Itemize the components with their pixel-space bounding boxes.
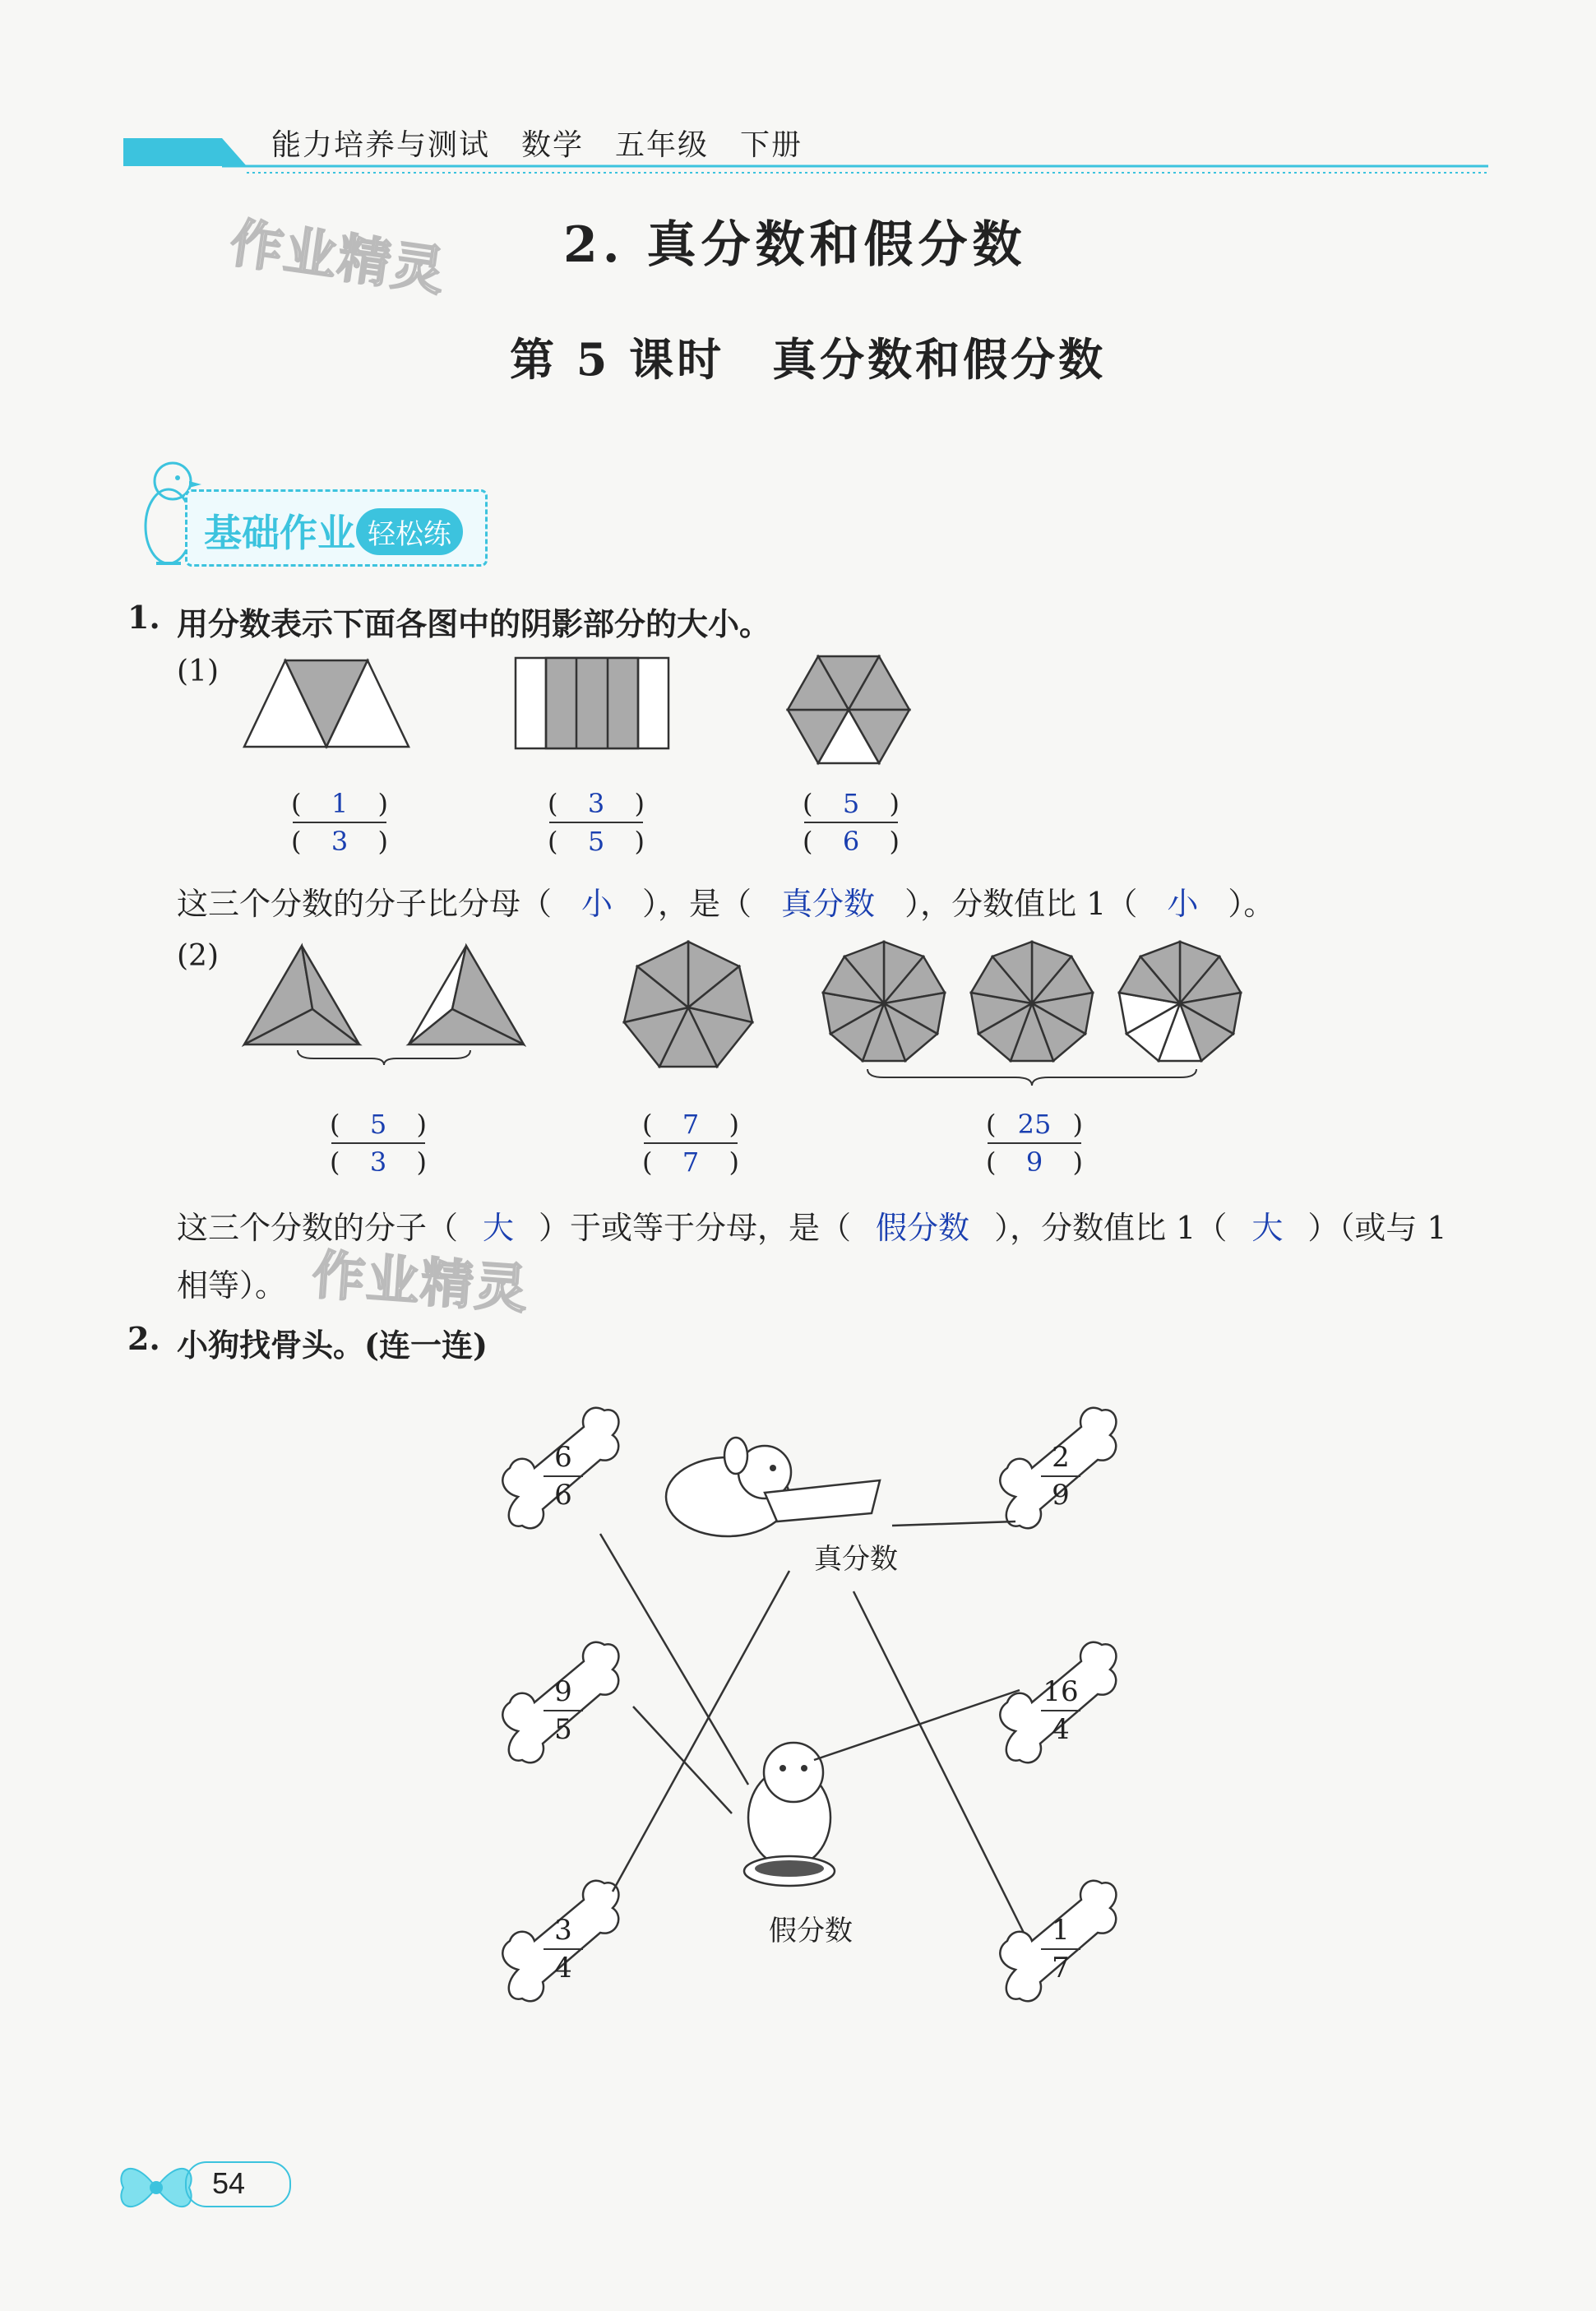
answer-fraction-1-1: ( 1 ) ( 3 ) (291, 788, 388, 857)
bone-label-1[interactable] (539, 1441, 588, 1512)
watermark-top: 作业精灵 (226, 211, 451, 303)
sentence-text: ）于或等于分母，是（ (539, 1210, 852, 1246)
bone-label-5[interactable] (539, 1914, 588, 1984)
bone-denominator: 6 (554, 1479, 572, 1512)
answer-fill: 小 (581, 886, 613, 922)
heptagon-figure (618, 938, 758, 1077)
bone-label-3[interactable] (539, 1675, 588, 1746)
sentence-text: ）。 (1228, 886, 1275, 922)
lesson-title: 第 5 课时 真分数和假分数 (510, 333, 1107, 386)
answer-fraction-1-3: ( 5 ) ( 6 ) (803, 788, 900, 857)
triangles-figure (240, 942, 528, 1065)
bone-label-6[interactable] (1036, 1914, 1085, 1984)
q1-part1-sentence (177, 878, 1274, 924)
answer-fill: 假分数 (876, 1210, 970, 1246)
answer-fraction-2-2: ( 7 ) ( 7 ) (642, 1109, 739, 1178)
q2-prompt: 小狗找骨头。(连一连) (177, 1327, 488, 1364)
frac-numerator: 5 (369, 1109, 387, 1140)
q1-number: 1. (127, 599, 160, 636)
bone-denominator: 4 (554, 1952, 572, 1984)
q2-number: 2. (127, 1320, 160, 1357)
hexagon-figure (785, 654, 913, 769)
answer-fill: 真分数 (781, 886, 876, 922)
sentence-text: ）（或与 1 (1307, 1210, 1447, 1246)
q1-part1-label: (1) (177, 655, 219, 688)
answer-fraction-1-2: ( 3 ) ( 5 ) (548, 788, 645, 857)
bone-numerator: 9 (554, 1675, 572, 1708)
basic-homework-badge (185, 489, 488, 567)
sentence-text: 这三个分数的分子（ (177, 1210, 459, 1246)
dog-label-improper[interactable]: 假分数 (769, 1915, 853, 1947)
section-title: 2. 真分数和假分数 (563, 216, 1027, 274)
header-book: 能力培养与测试 (271, 128, 491, 162)
page-number: 54 (212, 2166, 246, 2200)
bone-denominator: 5 (554, 1713, 572, 1746)
trapezoid-figure (240, 656, 417, 751)
bone-label-2[interactable] (1036, 1441, 1085, 1512)
frac-numerator: 7 (682, 1109, 700, 1140)
bone-numerator: 16 (1043, 1675, 1079, 1708)
sentence-text: ），是（ (642, 886, 752, 922)
badge-label: 基础作业 (204, 511, 355, 555)
bone-numerator: 1 (1052, 1914, 1070, 1947)
frac-numerator: 25 (1017, 1109, 1052, 1140)
dog-label-proper[interactable]: 真分数 (814, 1543, 898, 1576)
sentence-text: ），分数值比 1（ (904, 886, 1138, 922)
answer-fraction-2-1: ( 5 ) ( 3 ) (330, 1109, 427, 1178)
frac-numerator: 1 (331, 788, 349, 819)
bone-denominator: 9 (1052, 1479, 1070, 1512)
watermark-middle: 作业精灵 (310, 1243, 531, 1322)
sentence-text: ），分数值比 1（ (994, 1210, 1228, 1246)
bone-label-4[interactable] (1036, 1675, 1085, 1746)
answer-fill: 大 (1251, 1210, 1284, 1246)
bone-numerator: 2 (1052, 1441, 1070, 1474)
header-subject: 数学 (521, 128, 585, 162)
nonagons-figure (818, 938, 1254, 1094)
q1-part2-sentence (177, 1202, 1447, 1248)
answer-fill: 大 (483, 1210, 515, 1246)
frac-denominator: 7 (682, 1146, 700, 1178)
bone-denominator: 4 (1052, 1713, 1070, 1746)
bone-numerator: 3 (554, 1914, 572, 1947)
bone-numerator: 6 (554, 1441, 572, 1474)
frac-denominator: 3 (331, 826, 349, 857)
header-title (271, 122, 834, 164)
frac-denominator: 5 (587, 826, 605, 857)
dog-improper-icon (744, 1743, 835, 1886)
frac-denominator: 3 (369, 1146, 387, 1178)
badge-tag: 轻松练 (356, 508, 463, 555)
answer-fill: 小 (1167, 886, 1199, 922)
frac-numerator: 5 (842, 788, 860, 819)
header-volume: 下册 (740, 128, 803, 162)
sentence-text: 这三个分数的分子比分母（ (177, 886, 553, 922)
q1-part2-label: (2) (177, 939, 219, 973)
frac-denominator: 6 (842, 826, 860, 857)
rectangle-figure (514, 656, 674, 751)
bone-denominator: 7 (1052, 1952, 1070, 1984)
header-grade: 五年级 (615, 128, 710, 162)
q1-prompt: 用分数表示下面各图中的阴影部分的大小。 (177, 605, 771, 642)
frac-denominator: 9 (1025, 1146, 1043, 1178)
answer-fraction-2-3: ( 25 ) ( 9 ) (986, 1109, 1083, 1178)
frac-numerator: 3 (587, 788, 605, 819)
dog-proper-icon (666, 1438, 880, 1536)
q1-part2-sentence-cont: 相等）。 (177, 1267, 287, 1304)
